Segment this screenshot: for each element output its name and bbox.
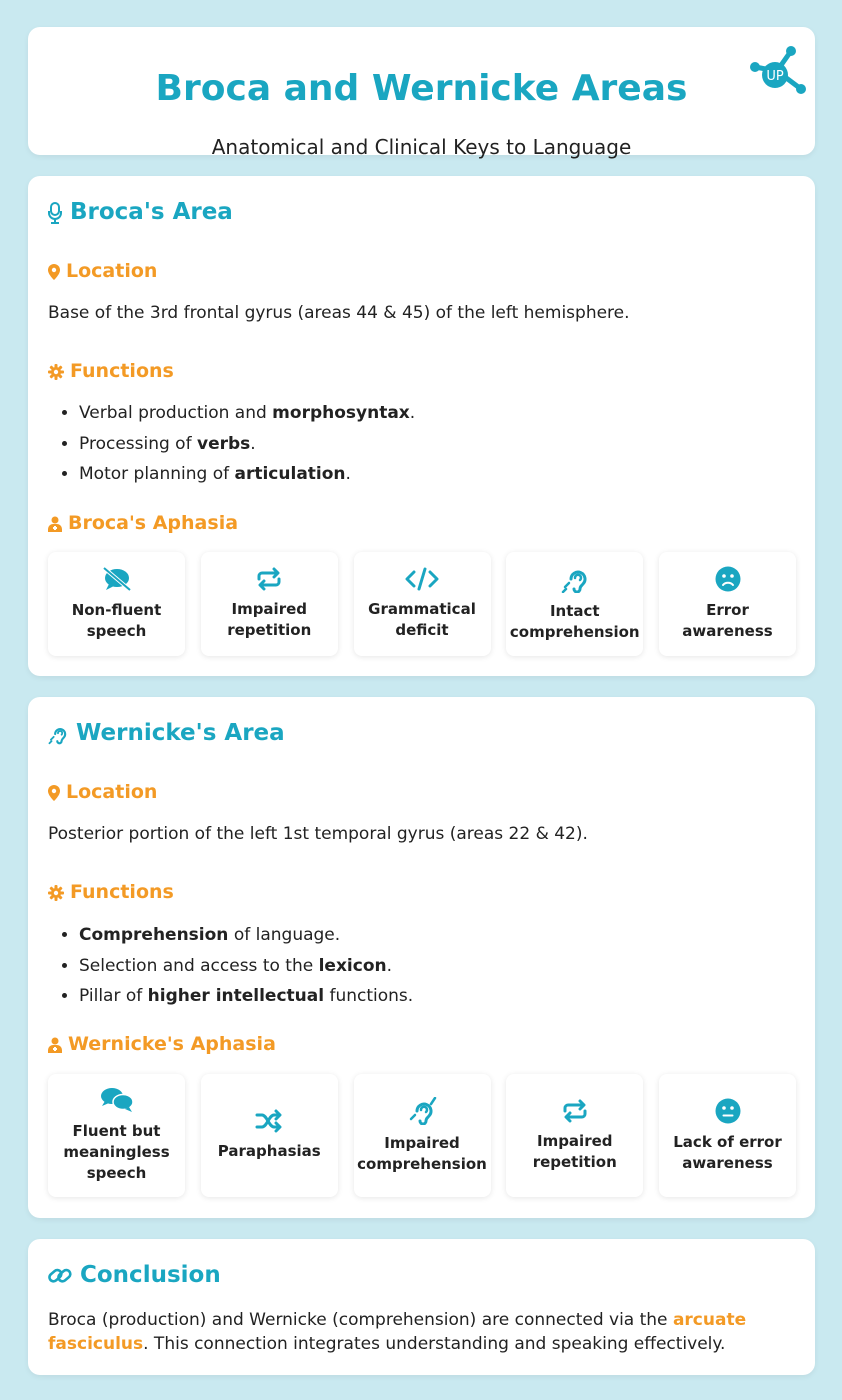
- page-title: Broca and Wernicke Areas: [155, 68, 688, 109]
- broca-heading: [48, 201, 233, 224]
- conclusion-card: [28, 1239, 815, 1375]
- wernicke-aphasia-heading: Wernicke's Aphasia: [48, 1035, 276, 1054]
- svg-text:UP: UP: [766, 69, 784, 84]
- gear-icon: [48, 885, 64, 901]
- wernicke-functions-list: [48, 920, 413, 1012]
- conclusion-title: Conclusion: [80, 1262, 221, 1288]
- wernicke-card: [28, 697, 815, 1218]
- list-item: • Verbal production and morphosyntax.: [79, 398, 415, 429]
- wernicke-functions-heading: Functions: [48, 883, 174, 902]
- map-pin-icon: [48, 264, 60, 280]
- ear-icon: [561, 565, 589, 593]
- wernicke-aphasia-tiles: [48, 1074, 796, 1197]
- link-icon: [48, 1265, 72, 1287]
- map-pin-icon: [48, 785, 60, 801]
- aphasia-tile: Impaired comprehension: [354, 1074, 491, 1197]
- broca-title: Broca's Area: [70, 199, 233, 225]
- broca-location-text: Base of the 3rd frontal gyrus (areas 44 & 45) of the left hemisphere.: [48, 303, 630, 323]
- header-card: [28, 27, 815, 159]
- wernicke-location-heading: Location: [48, 783, 157, 802]
- aphasia-tile: Paraphasias: [201, 1074, 338, 1197]
- broca-functions-list: [48, 398, 415, 490]
- list-item: • Motor planning of articulation.: [79, 459, 415, 490]
- aphasia-tile: Lack of error awareness: [659, 1074, 796, 1197]
- repeat-icon: [255, 567, 283, 591]
- highlight-term: arcuate fasciculus: [48, 1310, 747, 1354]
- aphasia-tile: Intact comprehension: [506, 552, 643, 656]
- broca-aphasia-tiles: [48, 552, 796, 656]
- conclusion-heading: [48, 1264, 221, 1287]
- user-doctor-icon: [48, 1037, 62, 1053]
- list-item: • Comprehension of language.: [79, 920, 413, 951]
- aphasia-tile: Impaired repetition: [506, 1074, 643, 1197]
- wernicke-title: Wernicke's Area: [76, 720, 285, 746]
- gear-icon: [48, 364, 64, 380]
- conclusion-text: Broca (production) and Wernicke (comprehension) are connected via the arcuate fasciculus. This connection integrates understanding and speaking effectively.: [48, 1310, 747, 1354]
- broca-card: [28, 176, 815, 676]
- page-subtitle: Anatomical and Clinical Keys to Language: [211, 135, 632, 159]
- wernicke-heading: [48, 722, 285, 745]
- ear-icon: [48, 723, 68, 745]
- list-item: • Pillar of higher intellectual functions.: [79, 981, 413, 1012]
- microphone-icon: [48, 202, 62, 224]
- broca-location-heading: Location: [48, 262, 157, 281]
- user-doctor-icon: [48, 516, 62, 532]
- aphasia-tile: Non-fluent speech: [48, 552, 185, 656]
- list-item: • Processing of verbs.: [79, 429, 415, 460]
- ear-slash-icon: [407, 1097, 437, 1125]
- shuffle-icon: [255, 1109, 283, 1133]
- list-item: • Selection and access to the lexicon.: [79, 951, 413, 982]
- wernicke-location-text: Posterior portion of the left 1st temporal gyrus (areas 22 & 42).: [48, 824, 588, 844]
- logo-icon: [747, 37, 807, 97]
- comment-slash-icon: [101, 566, 133, 592]
- aphasia-tile: Fluent but meaningless speech: [48, 1074, 185, 1197]
- broca-functions-heading: Functions: [48, 362, 174, 381]
- aphasia-tile: Error awareness: [659, 552, 796, 656]
- repeat-icon: [561, 1099, 589, 1123]
- comments-icon: [100, 1087, 134, 1113]
- frown-icon: [715, 566, 741, 592]
- broca-aphasia-heading: Broca's Aphasia: [48, 514, 238, 533]
- code-icon: [405, 567, 439, 591]
- aphasia-tile: Impaired repetition: [201, 552, 338, 656]
- meh-icon: [715, 1098, 741, 1124]
- aphasia-tile: Grammatical deficit: [354, 552, 491, 656]
